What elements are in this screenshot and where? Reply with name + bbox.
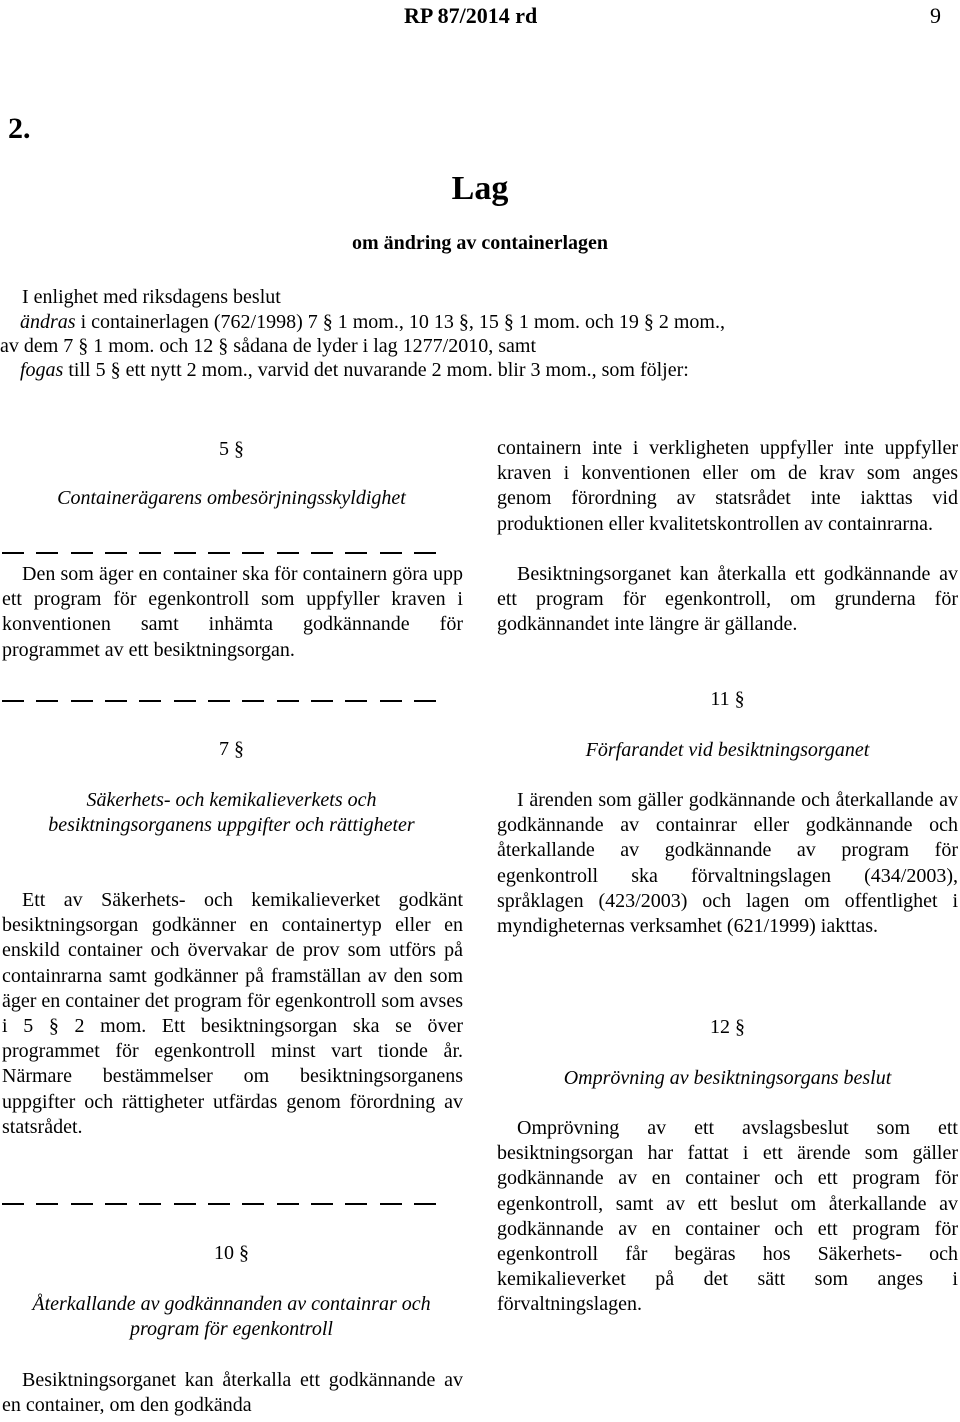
section-5-title: Containerägarens ombesörjningsskyldighet <box>57 487 406 509</box>
section-7-text: Ett av Säkerhets- och kemikalieverket godkänt besiktningsorgan godkänner en containertyp eller en enskild container och övervakar de prov som utförs på containrarna samt godkänner på framställan av den som äger en container det program för egenkontroll som avses i 5 § 2 mom. Ett besiktningsorgan ska se över programmet för egenkontroll minst vart tionde år. Närmare bestämmelser om besiktningsorganens uppgifter och rättigheter utfärdas genom förordning av statsrådet. <box>2 889 463 1138</box>
intro-line-2-text: i containerlagen (762/1998) 7 § 1 mom., 10 13 §, 15 § 1 mom. och 19 § 2 mom., <box>80 311 725 333</box>
section-12-title: Omprövning av besiktningsorgans beslut <box>563 1067 892 1089</box>
intro-verb-fogas: fogas <box>20 359 64 381</box>
intro-line-4 <box>20 359 689 382</box>
intro-line-4-text: till 5 § ett nytt 2 mom., varvid det nuvarande 2 mom. blir 3 mom., som följer: <box>68 359 689 381</box>
intro-line-3: av dem 7 § 1 mom. och 12 § sådana de lyder i lag 1277/2010, samt <box>0 335 537 357</box>
section-11-text: I ärenden som gäller godkännande och återkallande av godkännande av containrar eller godkännande och återkallande av godkännande av program för egenkontroll ska förvaltningslagen (434/2003), språklagen (423/2003) och lagen om offentlighet i myndigheternas verksamhet (621/1999) iakttas. <box>497 789 958 938</box>
intro-line-1: I enlighet med riksdagens beslut <box>22 286 281 308</box>
section-10-text: Besiktningsorganet kan återkalla ett godkännande av en container, om den godkända <box>2 1369 463 1417</box>
section-10-number: 10 § <box>214 1242 249 1264</box>
item-number: 2. <box>8 112 31 145</box>
intro-line-2 <box>20 311 725 334</box>
intro-verb-andras: ändras <box>20 311 76 333</box>
page-number: 9 <box>930 3 941 28</box>
section-10-title: Återkallande av godkännanden av containrar och program för egenkontroll <box>32 1293 431 1340</box>
law-subtitle: om ändring av containerlagen <box>351 232 609 254</box>
section-7-title: Säkerhets- och kemikalieverkets och besiktningsorganens uppgifter och rättigheter <box>48 789 415 836</box>
section-12-number: 12 § <box>710 1016 745 1038</box>
section-11-title: Förfarandet vid besiktningsorganet <box>585 739 870 761</box>
omission-dashes-3 <box>2 1203 436 1205</box>
section-10-second-paragraph: Besiktningsorganet kan återkalla ett godkännande av ett program för egenkontroll, om grunderna för godkännandet inte längre är gällande. <box>497 563 958 636</box>
section-12-text: Omprövning av ett avslagsbeslut som ett besiktningsorgan har fattat i ett ärende som gäller godkännande av en container och ett program för egenkontroll, samt av ett beslut om återkallande av godkännande av en container och ett program för egenkontroll får begäras hos Säkerhets- och kemikalieverket på det sätt som anges i förvaltningslagen. <box>497 1117 958 1316</box>
section-5-text: Den som äger en container ska för containern göra upp ett program för egenkontroll som uppfyller kraven i konventionen samt inhämta godkännande för programmet av ett besiktningsorgan. <box>2 563 463 661</box>
law-title: Lag <box>451 170 509 207</box>
section-5-number: 5 § <box>219 438 244 460</box>
section-10-continued-text: containern inte i verkligheten uppfyller inte uppfyller kraven i konventionen eller om de krav som anges genom förordning av statsrådet inte iakttas vid produktionen eller kvalitetskontrollen av containrarna. <box>497 437 958 535</box>
section-11-number: 11 § <box>710 688 745 710</box>
omission-dashes-1 <box>2 552 436 554</box>
omission-dashes-2 <box>2 700 436 702</box>
section-7-number: 7 § <box>219 738 244 760</box>
document-reference: RP 87/2014 rd <box>404 3 538 28</box>
